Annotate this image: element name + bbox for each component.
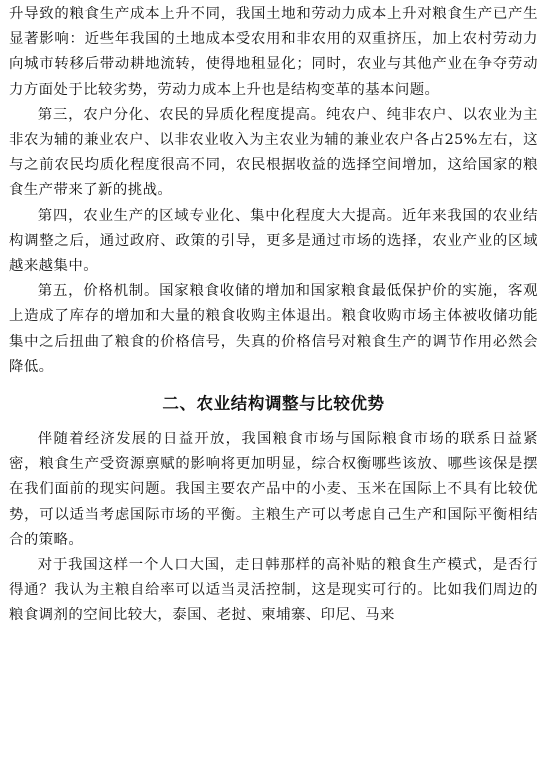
paragraph-fourth-point: 第四，农业生产的区域专业化、集中化程度大大提高。近年来我国的农业结构调整之后，通过政府、政策的引导，更多是通过市场的选择，农业产业的区域越来越集中。 [9,207,538,275]
paragraph-third-point: 第三，农户分化、农民的异质化程度提高。纯农户、纯非农户、以农业为主非农为辅的兼业农户、以非农业收入为主农业为辅的兼业农户各占25%左右，这与之前农民均质化程度很高不同，农民根据收益的选择空间增加，这给国家的粮食生产带来了新的挑战。 [9,106,538,199]
paragraph-population: 对于我国这样一个人口大国，走日韩那样的高补贴的粮食生产模式，是否行得通？我认为主粮自给率可以适当灵活控制，这是现实可行的。比如我们周边的粮食调剂的空间比较大，泰国、老挝、柬埔寨、印尼、马来 [9,557,538,624]
section-heading: 二、农业结构调整与比较优势 [162,394,385,414]
paragraph-continued: 升导致的粮食生产成本上升不同，我国土地和劳动力成本上升对粮食生产已产生显著影响：近些年我国的土地成本受农用和非农用的双重挤压，加上农村劳动力向城市转移后带动耕地流转，使得地租显化；同时，农业与其他产业在争夺劳动力方面处于比较劣势，劳动力成本上升也是结构变革的基本问题。 [9,6,538,98]
paragraph-opening: 伴随着经济发展的日益开放，我国粮食市场与国际粮食市场的联系日益紧密，粮食生产受资源禀赋的影响将更加明显，综合权衡哪些该放、哪些该保是摆在我们面前的现实问题。我国主要农产品中的小麦、玉米在国际上不具有比较优势，可以适当考虑国际市场的平衡。主粮生产可以考虑自己生产和国际平衡相结合的策略。 [9,431,538,548]
paragraph-fifth-point: 第五，价格机制。国家粮食收储的增加和国家粮食最低保护价的实施，客观上造成了库存的增加和大量的粮食收购主体退出。粮食收购市场主体被收储功能集中之后扭曲了粮食的价格信号，失真的价格信号对粮食生产的调节作用必然会降低。 [9,283,538,375]
